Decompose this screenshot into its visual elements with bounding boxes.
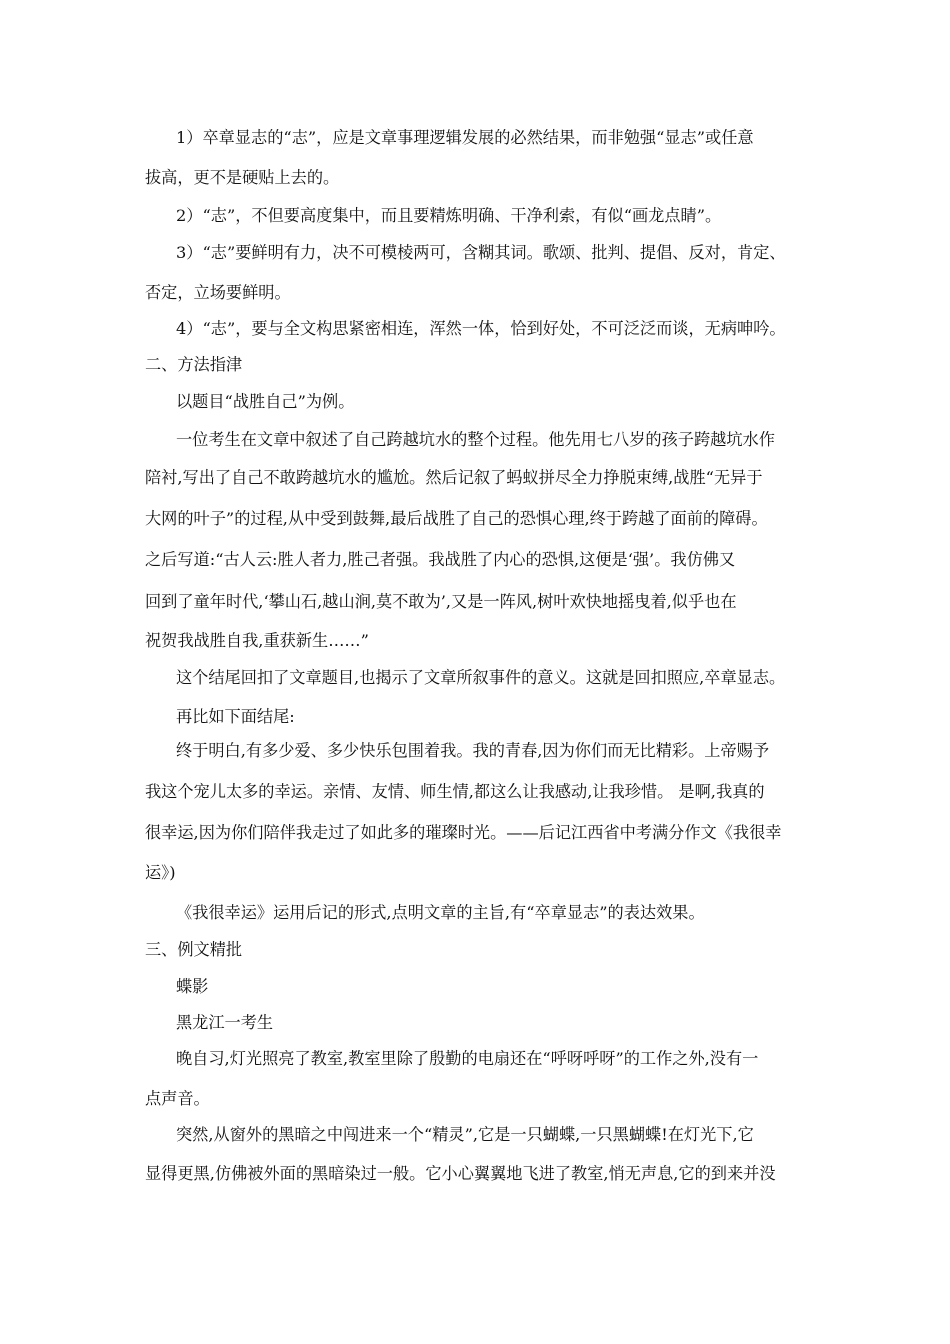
text-line: 这个结尾回扣了文章题目,也揭示了文章所叙事件的意义。这就是回扣照应,卒章显志。 [176, 668, 786, 687]
text-line: 陪衬,写出了自己不敢跨越坑水的尴尬。然后记叙了蚂蚁拼尽全力挣脱束缚,战胜“无异于 [145, 468, 763, 487]
section-heading: 三、例文精批 [145, 940, 243, 959]
text-line: 《我很幸运》运用后记的形式,点明文章的主旨,有“卒章显志”的表达效果。 [176, 903, 705, 922]
text-line: 2）“志”，不但要高度集中，而且要精炼明确、干净利索，有似“画龙点睛”。 [176, 206, 722, 225]
text-line: 4）“志”，要与全文构思紧密相连，浑然一体，恰到好处，不可泛泛而谈，无病呻吟。 [176, 319, 786, 338]
section-heading: 二、方法指津 [145, 355, 243, 374]
text-line: 显得更黑,仿佛被外面的黑暗染过一般。它小心翼翼地飞进了教室,悄无声息,它的到来并没 [145, 1164, 776, 1183]
essay-author: 黑龙江一考生 [176, 1013, 274, 1032]
text-line: 运》) [145, 863, 176, 882]
text-line: 点声音。 [145, 1089, 210, 1108]
text-line: 终于明白,有多少爱、多少快乐包围着我。我的青春,因为你们而无比精彩。上帝赐予 [176, 741, 770, 760]
text-line: 大网的叶子”的过程,从中受到鼓舞,最后战胜了自己的恐惧心理,终于跨越了面前的障碍。 [145, 509, 768, 528]
text-line: 祝贺我战胜自我,重获新生……” [145, 631, 369, 650]
text-line: 我这个宠儿太多的幸运。亲情、友情、师生情,都这么让我感动,让我珍惜。 是啊,我真的 [145, 782, 765, 801]
text-line: 晚自习,灯光照亮了教室,教室里除了殷勤的电扇还在“呼呀呼呀”的工作之外,没有一 [176, 1049, 759, 1068]
text-line: 回到了童年时代,‘攀山石,越山涧,莫不敢为’,又是一阵风,树叶欢快地摇曳着,似乎也在 [145, 592, 737, 611]
text-line: 拔高，更不是硬贴上去的。 [145, 168, 340, 187]
text-line: 1）卒章显志的“志”，应是文章事理逻辑发展的必然结果，而非勉强“显志”或任意 [176, 128, 754, 147]
essay-title: 蝶影 [176, 977, 209, 996]
text-line: 之后写道:“古人云:胜人者力,胜己者强。我战胜了内心的恐惧,这便是‘强’。我仿佛又 [145, 550, 736, 569]
text-line: 一位考生在文章中叙述了自己跨越坑水的整个过程。他先用七八岁的孩子跨越坑水作 [176, 430, 775, 449]
text-line: 以题目“战胜自己”为例。 [176, 392, 355, 411]
text-line: 突然,从窗外的黑暗之中闯进来一个“精灵”,它是一只蝴蝶,一只黑蝴蝶!在灯光下,它 [176, 1125, 754, 1144]
text-line: 很幸运,因为你们陪伴我走过了如此多的璀璨时光。——后记江西省中考满分作文《我很幸 [145, 823, 782, 842]
text-line: 3）“志”要鲜明有力，决不可模棱两可，含糊其词。歌颂、批判、提倡、反对，肯定、 [176, 243, 786, 262]
text-line: 再比如下面结尾: [176, 707, 295, 726]
text-line: 否定，立场要鲜明。 [145, 283, 291, 302]
